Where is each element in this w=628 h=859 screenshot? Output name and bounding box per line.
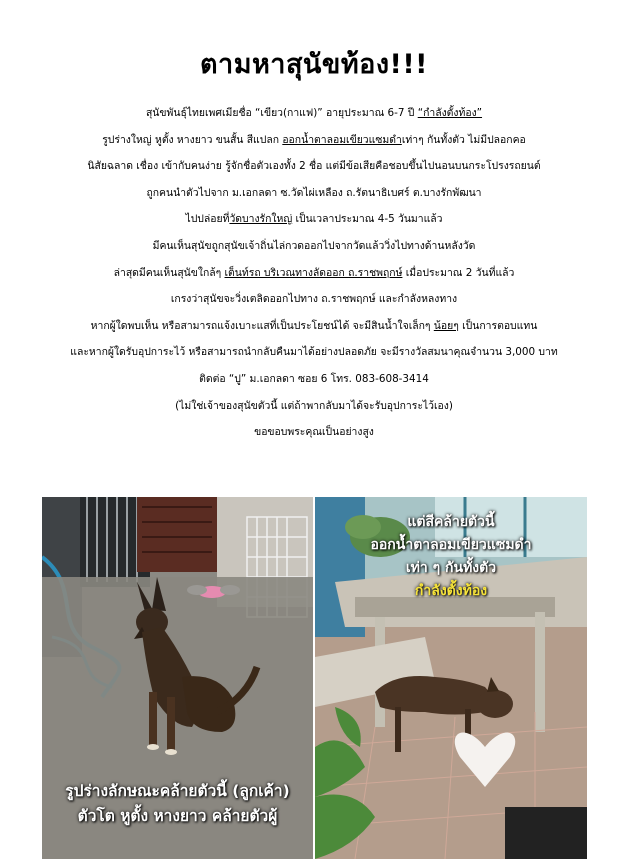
text: เป็นการตอบแทน [458, 319, 538, 332]
line-appearance [0, 127, 628, 154]
caption-whole-body: เท่า ๆ กันทั้งตัว [405, 560, 497, 576]
text: หากผู้ใดพบเห็น หรือสามารถแจ้งเบาะแสที่เป็นประโยชน์ได้ จะมีสินน้ำใจเล็กๆ [90, 319, 434, 332]
text: ล่าสุดมีคนเห็นสุนัขใกล้ๆ [113, 266, 225, 279]
line-taken-from: ถูกคนนำตัวไปจาก ม.เอกลดา ซ.วัดไผ่เหลือง ถ.รัตนาธิเบศร์ ต.บางรักพัฒนา [146, 186, 482, 199]
poster-title: ตามหาสุนัขท้อง!!! [200, 49, 428, 80]
text: เท่าๆ กันทั้งตัว ไม่มีปลอกคอ [401, 133, 526, 146]
location-underlined: เต็นท์รถ บริเวณทางลัดออก ถ.ราชพฤกษ์ [224, 266, 403, 279]
text: เมื่อประมาณ 2 วันที่แล้ว [402, 266, 515, 279]
line-chased: มีคนเห็นสุนัขถูกสุนัขเจ้าถิ่นไล่กวดออกไปจากวัดแล้ววิ่งไปทางด้านหลังวัด [152, 239, 476, 252]
line-released-at [0, 206, 628, 233]
line-dog-identity [0, 100, 628, 127]
pregnant-underlined: “กำลังตั้งท้อง” [417, 107, 483, 119]
photo-similar-color-dog [315, 497, 587, 859]
poster-body [0, 100, 628, 446]
line-tip-reward [0, 313, 628, 340]
caption-similar-color: แต่สีคล้ายตัวนี้ [407, 514, 495, 530]
line-return-reward: และหากผู้ใดรับอุปการะไว้ หรือสามารถนำกลับคืนมาได้อย่างปลอดภัย จะมีรางวัลสมนาคุณจำนวน 3,000 บาท [70, 346, 558, 359]
line-thanks: ขอขอบพระคุณเป็นอย่างสูง [254, 426, 374, 439]
text: ไปปล่อยที่ [185, 213, 230, 226]
color-underlined: ออกน้ำตาลอมเขียวแซมดำ [282, 133, 402, 146]
line-worry: เกรงว่าสุนัขจะวิ่งเตลิดออกไปทาง ถ.ราชพฤกษ์ และกำลังหลงทาง [170, 293, 458, 306]
line-last-seen [0, 260, 628, 287]
small-underlined: น้อยๆ [433, 319, 459, 332]
temple-underlined: วัดบางรักใหญ่ [229, 213, 293, 226]
caption-size-ears-tail: ตัวโต หูตั้ง หางยาว คล้ายตัวผู้ [77, 807, 278, 825]
photo-similar-dog [42, 497, 313, 859]
caption-pregnant: กำลังตั้งท้อง [414, 583, 488, 599]
line-note: (ไม่ใช่เจ้าของสุนัขตัวนี้ แต่ถ้าพากลับมาได้จะรับอุปการะไว้เอง) [175, 399, 453, 412]
line-contact: ติดต่อ “ปู” ม.เอกลดา ซอย 6 โทร. 083-608-3414 [199, 372, 429, 385]
text: เป็นเวลาประมาณ 4-5 วันมาแล้ว [292, 213, 443, 226]
line-temperament: นิสัยฉลาด เชื่อง เข้ากับคนง่าย รู้จักชื่อตัวเองทั้ง 2 ชื่อ แต่มีข้อเสียคือชอบขึ้นไปนอนบนกระโปรงรถยนต์ [87, 160, 541, 173]
text: สุนัขพันธุ์ไทยเพศเมียชื่อ “เขียว(กาแฟ)” อายุประมาณ 6-7 ปี [145, 107, 418, 119]
text: รูปร่างใหญ่ หูตั้ง หางยาว ขนสั้น สีแปลก [102, 133, 283, 146]
caption-color-description: ออกน้ำตาลอมเขียวแซมดำ [370, 537, 532, 553]
caption-similar-shape: รูปร่างลักษณะคล้ายตัวนี้ (ลูกเค้า) [65, 782, 290, 800]
